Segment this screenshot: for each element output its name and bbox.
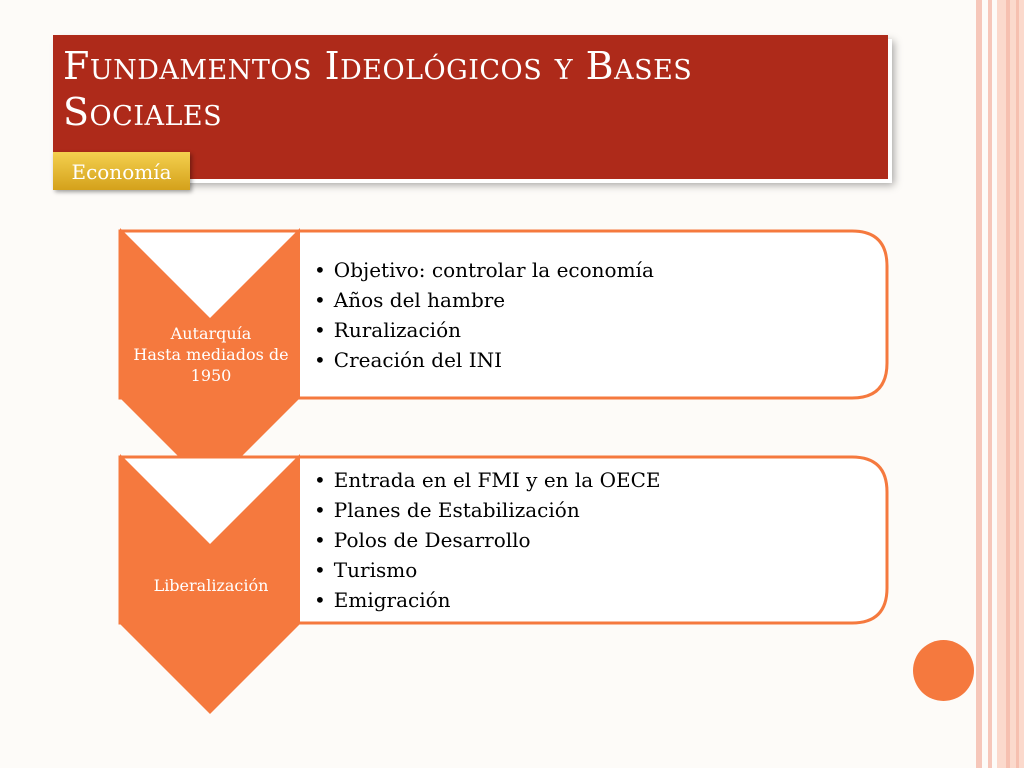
list-item: • Creación del INI: [314, 345, 654, 375]
stage-1-label: Autarquía: [170, 324, 252, 343]
stage-2-list: [314, 465, 660, 615]
list-item: • Entrada en el FMI y en la OECE: [314, 465, 660, 495]
list-item: • Años del hambre: [314, 285, 654, 315]
stage-2-label: Liberalización: [153, 576, 269, 595]
list-item: • Turismo: [314, 555, 660, 585]
stage-1-list: [314, 255, 654, 375]
list-item: • Emigración: [314, 585, 660, 615]
section-tab: Economía: [53, 152, 190, 190]
list-item: • Planes de Estabilización: [314, 495, 660, 525]
stage-1-label-group: [116, 323, 306, 386]
stage-1-period: Hasta mediados de 1950: [133, 345, 289, 385]
list-item: • Ruralización: [314, 315, 654, 345]
stage-2-label-group: [116, 575, 306, 596]
slide-title: Fundamentos Ideológicos y Bases Sociales: [63, 44, 693, 134]
decor-circle: [913, 640, 974, 701]
list-item: • Objetivo: controlar la economía: [314, 255, 654, 285]
list-item: • Polos de Desarrollo: [314, 525, 660, 555]
